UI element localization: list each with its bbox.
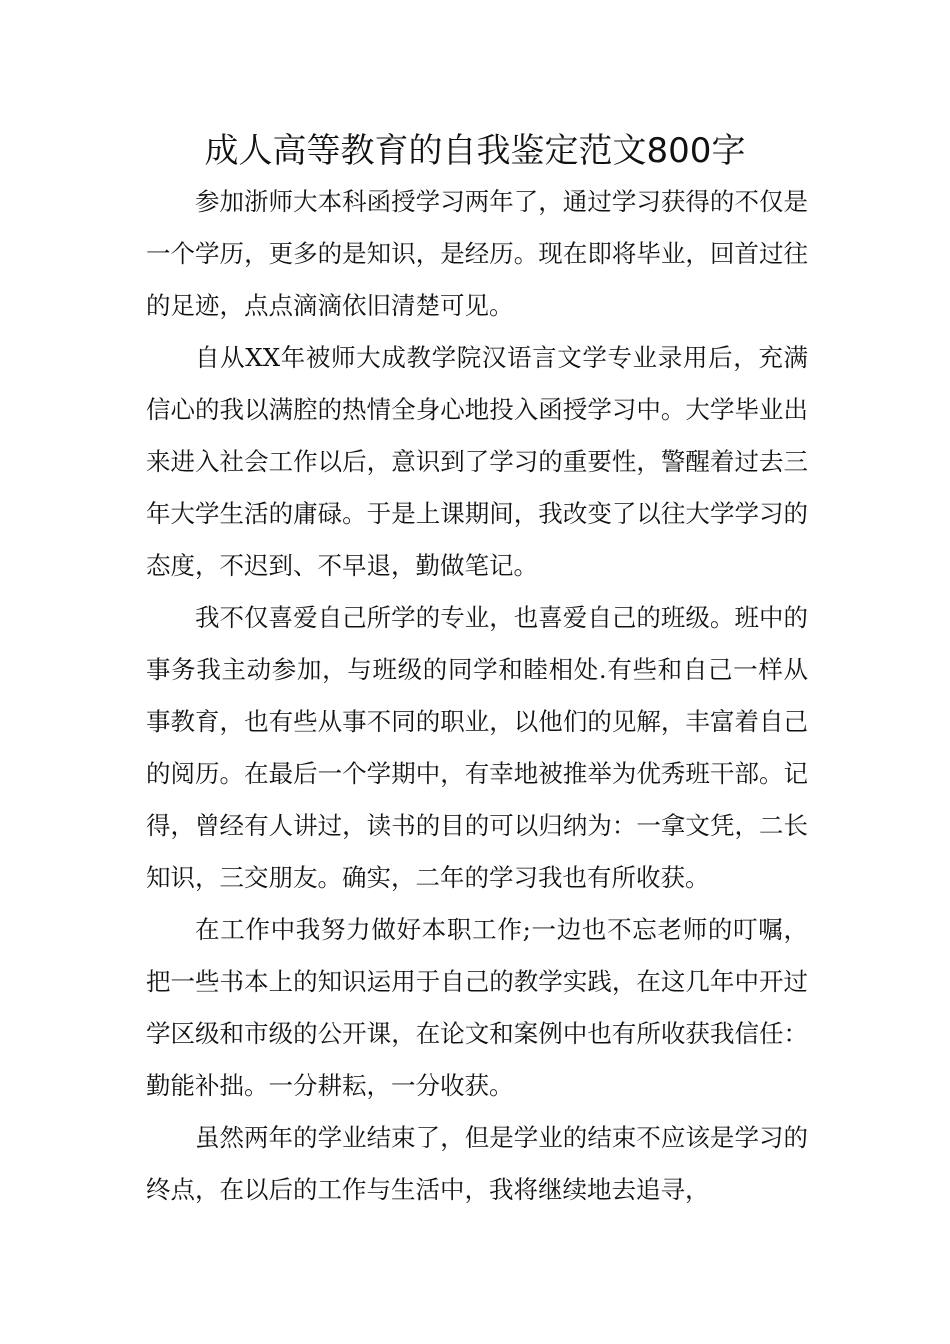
document-body — [146, 176, 808, 1216]
paragraph-2: 自从XX年被师大成教学院汉语言文学专业录用后，充满信心的我以满腔的热情全身心地投入函授学习中。大学毕业出来进入社会工作以后，意识到了学习的重要性，警醒着过去三年大学生活的庸碌。于是上课期间，我改变了以往大学学习的态度，不迟到、不早退，勤做笔记。 — [146, 343, 808, 580]
document-title: 成人高等教育的自我鉴定范文800字 — [204, 131, 746, 171]
paragraph-1: 参加浙师大本科函授学习两年了，通过学习获得的不仅是一个学历，更多的是知识，是经历。现在即将毕业，回首过往的足迹，点点滴滴依旧清楚可见。 — [146, 187, 808, 320]
paragraph-4: 在工作中我努力做好本职工作;一边也不忘老师的叮嘱，把一些书本上的知识运用于自己的教学实践，在这几年中开过学区级和市级的公开课，在论文和案例中也有所收获我信任：勤能补拙。一分耕耘，一分收获。 — [146, 915, 808, 1100]
paragraph-3: 我不仅喜爱自己所学的专业，也喜爱自己的班级。班中的事务我主动参加，与班级的同学和睦相处.有些和自己一样从事教育，也有些从事不同的职业，以他们的见解，丰富着自己的阅历。在最后一个学期中，有幸地被推举为优秀班干部。记得，曾经有人讲过，读书的目的可以归纳为：一拿文凭，二长知识，三交朋友。确实，二年的学习我也有所收获。 — [146, 603, 808, 892]
paragraph-5: 虽然两年的学业结束了，但是学业的结束不应该是学习的终点，在以后的工作与生活中，我将继续地去追寻， — [146, 1123, 808, 1204]
